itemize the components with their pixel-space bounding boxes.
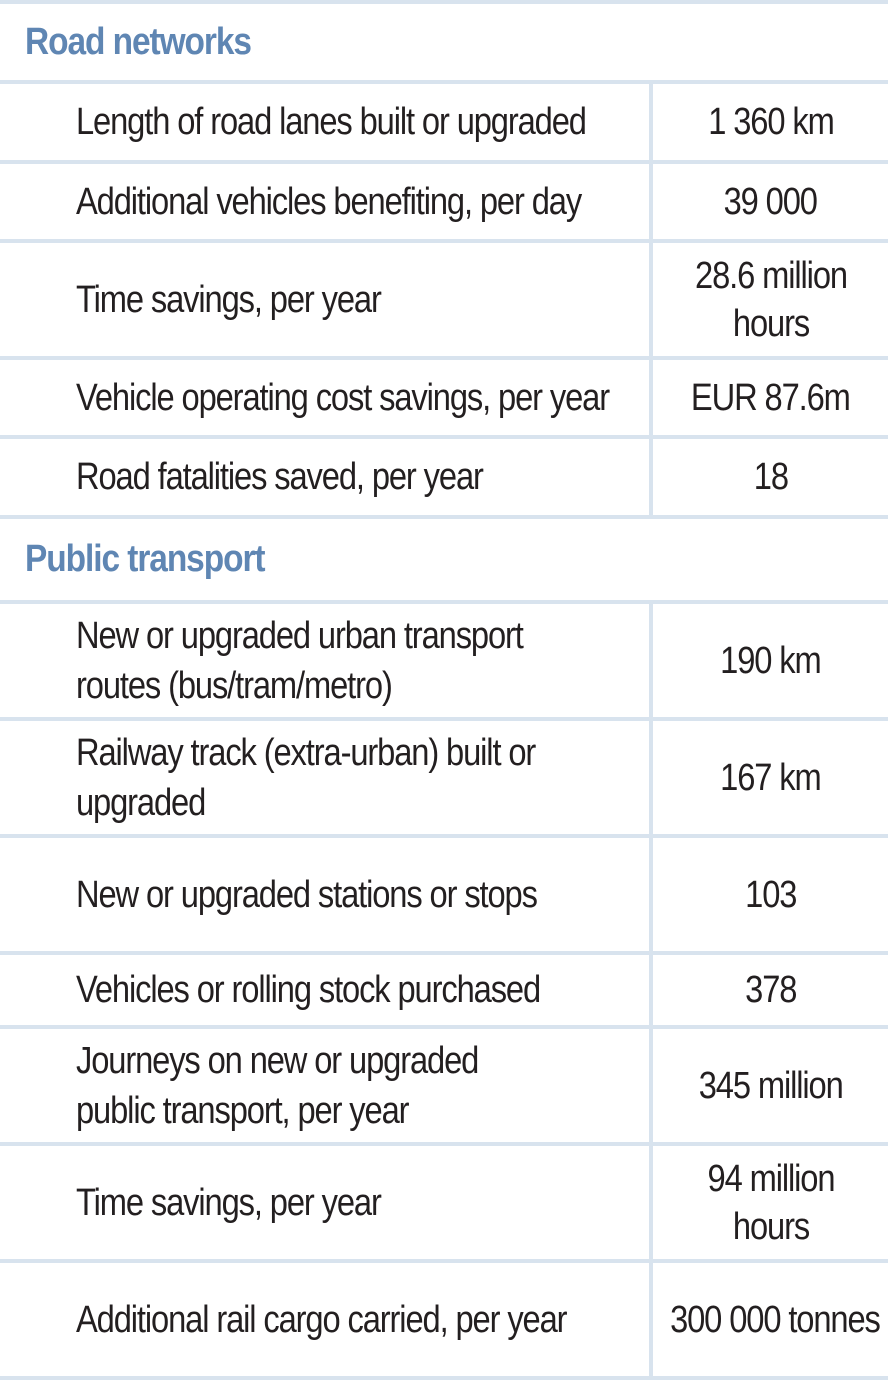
row-value-cell xyxy=(653,243,888,356)
row-label: New or upgraded urban transport routes (bus/tram/metro) xyxy=(76,614,523,707)
row-value: EUR 87.6m xyxy=(691,376,850,419)
row-label: Additional vehicles benefiting, per day xyxy=(76,180,582,223)
row-label: Length of road lanes built or upgraded xyxy=(76,101,586,143)
row-label: Vehicles or rolling stock purchased xyxy=(76,969,541,1011)
row-label: Vehicle operating cost savings, per year xyxy=(76,376,609,419)
row-value-cell xyxy=(653,1146,888,1259)
row-label: Time savings, per year xyxy=(76,1181,381,1224)
row-value-cell xyxy=(653,1029,888,1142)
section-title-text: Public transport xyxy=(25,538,265,580)
row-label: Railway track (extra-urban) built or upgraded xyxy=(76,731,536,824)
table-row xyxy=(0,164,888,243)
row-label-cell xyxy=(0,439,653,515)
row-label: New or upgraded stations or stops xyxy=(76,873,537,916)
row-label: Time savings, per year xyxy=(76,278,381,321)
table-row xyxy=(0,838,888,955)
row-label-cell xyxy=(0,721,653,834)
row-label-cell xyxy=(0,604,653,717)
section-title-road-networks xyxy=(0,4,888,84)
table-row xyxy=(0,360,888,439)
table-row xyxy=(0,84,888,164)
section-title-text: Road networks xyxy=(25,20,251,63)
row-value-cell xyxy=(653,955,888,1025)
row-label-cell xyxy=(0,1146,653,1259)
table-row xyxy=(0,1146,888,1263)
row-value-cell xyxy=(653,1263,888,1376)
row-label-cell xyxy=(0,243,653,356)
row-value-cell xyxy=(653,439,888,515)
table-row xyxy=(0,1029,888,1146)
row-value: 378 xyxy=(744,969,797,1011)
row-value-cell xyxy=(653,84,888,160)
row-label-cell xyxy=(0,1029,653,1142)
section-title-public-transport xyxy=(0,519,888,604)
table-row xyxy=(0,1263,888,1380)
row-value: 94 million hours xyxy=(707,1157,834,1248)
row-value-cell xyxy=(653,838,888,951)
table-row xyxy=(0,604,888,721)
row-label-cell xyxy=(0,838,653,951)
row-value: 167 km xyxy=(720,756,821,799)
row-label: Journeys on new or upgraded public transport, per year xyxy=(76,1039,479,1132)
row-value: 1 360 km xyxy=(707,101,834,143)
row-value-cell xyxy=(653,164,888,239)
row-value: 345 million xyxy=(698,1064,843,1107)
table-row xyxy=(0,721,888,838)
row-value: 103 xyxy=(744,873,797,916)
row-value: 39 000 xyxy=(723,180,818,223)
row-label: Road fatalities saved, per year xyxy=(76,456,483,498)
row-label-cell xyxy=(0,360,653,435)
row-value: 190 km xyxy=(720,639,821,682)
row-value: 28.6 million hours xyxy=(694,254,847,345)
row-value-cell xyxy=(653,604,888,717)
row-value: 300 000 tonnes xyxy=(670,1298,880,1341)
row-value: 18 xyxy=(753,456,788,498)
row-label: Additional rail cargo carried, per year xyxy=(76,1298,567,1341)
row-label-cell xyxy=(0,955,653,1025)
row-label-cell xyxy=(0,164,653,239)
row-value-cell xyxy=(653,360,888,435)
row-label-cell xyxy=(0,84,653,160)
row-value-cell xyxy=(653,721,888,834)
table-row xyxy=(0,243,888,360)
table-row xyxy=(0,439,888,519)
table-row xyxy=(0,955,888,1029)
row-label-cell xyxy=(0,1263,653,1376)
